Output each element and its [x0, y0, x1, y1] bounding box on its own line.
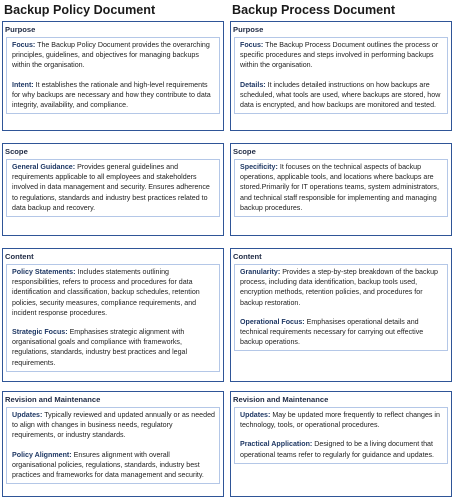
section-heading: Purpose: [233, 25, 264, 34]
process-title: Backup Process Document: [232, 3, 396, 17]
policy-scope-card: [2, 143, 224, 236]
paragraph-text: Emphasises operational details and technical requirements necessary for carrying out effective backup operations.: [240, 317, 424, 347]
policy-revision-card: [2, 391, 224, 497]
term-label: Specificity:: [240, 163, 278, 171]
process-purpose-card: [230, 21, 452, 131]
paragraph: [12, 40, 215, 71]
paragraph-text: It includes detailed instructions on how backups are scheduled, what tools are used, where backups are stored, how data is encrypted, and how backups are monitored and tested.: [240, 80, 441, 110]
paragraph: [12, 267, 215, 318]
section-body: [234, 37, 448, 114]
term-label: Details:: [240, 80, 266, 89]
policy-content-card: [2, 248, 224, 382]
paragraph-text: May be updated more frequently to reflect changes in technology, tools, or operational procedures.: [240, 411, 440, 430]
paragraph-text: It establishes the rationale and high-level requirements for why backups are necessary and how they contribute to data integrity, availability, and compliance.: [12, 80, 211, 110]
policy-column: [2, 0, 224, 480]
term-label: Granularity:: [240, 268, 281, 276]
paragraph: [240, 80, 443, 111]
section-heading: Purpose: [5, 25, 36, 34]
term-label: Policy Statements:: [12, 268, 76, 276]
term-label: Operational Focus:: [240, 317, 305, 326]
paragraph: [12, 450, 215, 481]
section-body: [6, 159, 220, 217]
term-label: Policy Alignment:: [12, 450, 72, 459]
term-label: General Guidance:: [12, 163, 76, 171]
process-revision-card: [230, 391, 452, 497]
section-body: [234, 264, 448, 351]
section-heading: Scope: [233, 147, 256, 156]
paragraph: [12, 327, 215, 368]
paragraph: [12, 80, 215, 111]
paragraph: [240, 40, 443, 71]
paragraph-text: It focuses on the technical aspects of backup operations, applicable tools, and locations where backups are stored.Primarily for IT operations teams, system administrators, and technical staff responsible for implementing and managing backup procedures.: [240, 163, 439, 212]
paragraph: [240, 410, 443, 430]
term-label: Focus:: [12, 41, 36, 49]
paragraph: [240, 162, 443, 213]
process-column: [230, 0, 452, 459]
paragraph-text: Provides general guidelines and requirements applicable to all employees and stakeholders involved in data management and security. Ensures adherence to regulations, standards and industry best practices related to data backup and recovery.: [12, 163, 210, 212]
paragraph: [240, 317, 443, 348]
paragraph-text: Emphasises strategic alignment with organisational goals and compliance with frameworks, regulations, standards, industry best practices and legal requirements.: [12, 328, 188, 367]
section-body: [6, 37, 220, 114]
section-body: [234, 159, 448, 217]
section-heading: Revision and Maintenance: [233, 395, 329, 404]
section-body: [234, 407, 448, 464]
paragraph: [12, 162, 215, 213]
paragraph-text: Includes statements outlining responsibilities, refers to process and procedures for data identification and classification, backup schedules, retention policies, security measures, compliance requirements, and incident response procedures.: [12, 268, 200, 317]
section-heading: Scope: [5, 147, 28, 156]
term-label: Practical Application:: [240, 440, 313, 449]
section-body: [6, 407, 220, 484]
process-scope-card: [230, 143, 452, 236]
paragraph: [12, 410, 215, 441]
policy-title: Backup Policy Document: [4, 3, 156, 17]
paragraph-text: The Backup Policy Document provides the overarching principles, guidelines, and objectives for managing backups within the organisation.: [12, 41, 210, 70]
section-heading: Revision and Maintenance: [5, 395, 101, 404]
term-label: Intent:: [12, 80, 34, 89]
policy-purpose-card: [2, 21, 224, 131]
paragraph-text: Typically reviewed and updated annually or as needed to align with changes in business needs, regulatory requirements, or industry standards.: [12, 411, 215, 440]
section-body: [6, 264, 220, 372]
paragraph-text: Designed to be a living document that operational teams refer to regularly for guidance and updates.: [240, 440, 435, 459]
paragraph-text: Ensures alignment with overall organisational policies, regulations, standards, industry best practices and frameworks for data management and security.: [12, 450, 204, 480]
process-content-card: [230, 248, 452, 382]
paragraph: [240, 439, 443, 459]
term-label: Strategic Focus:: [12, 328, 68, 337]
section-heading: Content: [5, 252, 34, 261]
term-label: Updates:: [12, 411, 43, 419]
term-label: Updates:: [240, 411, 271, 419]
paragraph-text: Provides a step-by-step breakdown of the backup process, including data identification, backup tools used, encryption methods, retention policies, and procedures for backup restoration.: [240, 268, 438, 307]
section-heading: Content: [233, 252, 262, 261]
paragraph: [240, 267, 443, 308]
term-label: Focus:: [240, 41, 264, 49]
paragraph-text: The Backup Process Document outlines the process or specific procedures and steps involved in performing backups within the organisation.: [240, 41, 439, 70]
